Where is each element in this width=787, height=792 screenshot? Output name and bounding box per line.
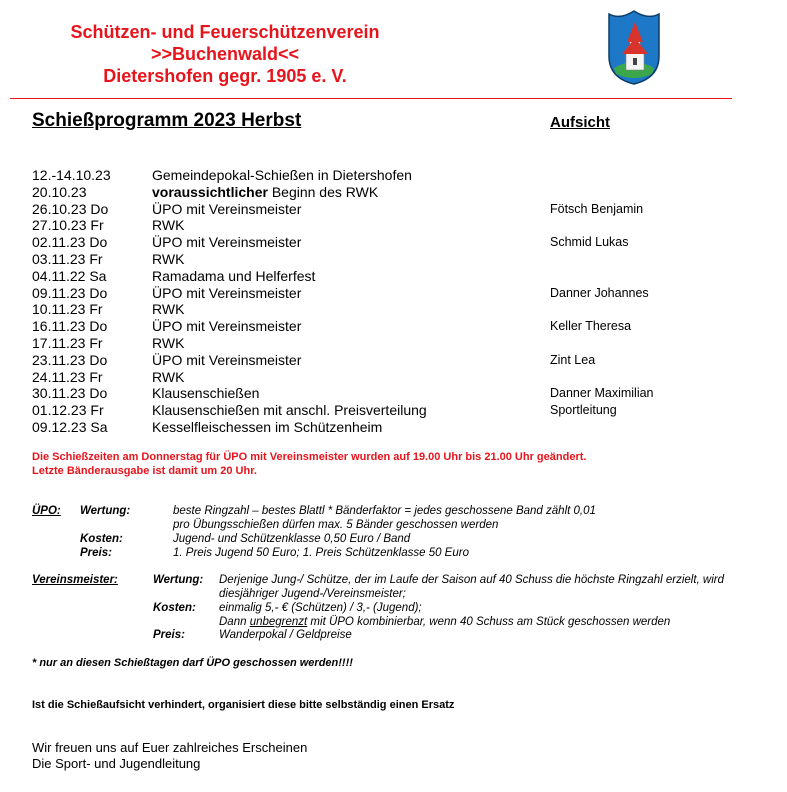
schedule-row — [0, 201, 787, 218]
schedule-row — [0, 385, 787, 402]
schedule-date: 09.11.23 Do — [32, 284, 108, 301]
schedule-date: 04.11.22 Sa — [32, 267, 107, 284]
schedule-date: 30.11.23 Do — [32, 385, 108, 402]
schedule-date: 10.11.23 Fr — [32, 301, 103, 318]
upo-preis: 1. Preis Jugend 50 Euro; 1. Preis Schützenklasse 50 Euro — [173, 547, 469, 559]
vm-preis-label: Preis: — [153, 629, 185, 641]
schedule-event: ÜPO mit Vereinsmeister — [152, 234, 302, 251]
schedule-row — [0, 318, 787, 335]
schedule-row — [0, 335, 787, 352]
schedule-row — [0, 234, 787, 251]
upo-wertung-2: pro Übungsschießen dürfen max. 5 Bänder geschossen werden — [173, 519, 499, 531]
schedule-date: 02.11.23 Do — [32, 234, 108, 251]
vm-wertung-1: Derjenige Jung-/ Schütze, der im Laufe der Saison auf 40 Schuss die höchste Ringzahl erzielt, wird — [219, 574, 724, 586]
schedule-event: ÜPO mit Vereinsmeister — [152, 284, 302, 301]
coat-of-arms-icon — [606, 8, 662, 86]
schedule-row — [0, 184, 787, 201]
schedule-event: Ramadama und Helferfest — [152, 267, 316, 284]
schedule-row — [0, 285, 787, 302]
club-name-line1: Schützen- und Feuerschützenverein — [70, 22, 380, 42]
page-title: Schießprogramm 2023 Herbst — [32, 110, 302, 131]
club-name-line2: >>Buchenwald<< — [150, 44, 300, 64]
schedule-event: Klausenschießen mit anschl. Preisverteilung — [152, 402, 427, 419]
schedule-event: RWK — [152, 217, 185, 234]
schedule-date: 27.10.23 Fr — [32, 217, 104, 234]
upo-kosten: Jugend- und Schützenklasse 0,50 Euro / Band — [173, 533, 411, 545]
schedule-row — [0, 402, 787, 419]
schedule-event — [152, 184, 378, 201]
schedule-row — [0, 251, 787, 268]
vm-wertung-2: diesjähriger Jugend-/Vereinsmeister; — [219, 588, 406, 600]
upo-wertung-label: Wertung: — [80, 505, 131, 517]
upo-preis-label: Preis: — [80, 547, 112, 559]
upo-days-note: * nur an diesen Schießtagen darf ÜPO geschossen werden!!!! — [32, 657, 353, 669]
schedule-supervisor: Danner Johannes — [550, 285, 649, 300]
schedule-supervisor: Sportleitung — [550, 403, 617, 418]
schedule-date: 09.12.23 Sa — [32, 419, 108, 435]
schedule-supervisor: Schmid Lukas — [550, 235, 629, 250]
supervisor-header: Aufsicht — [550, 114, 610, 131]
schedule-event-text: Beginn des RWK — [267, 183, 379, 200]
schedule-date: 24.11.23 Fr — [32, 368, 103, 385]
upo-label: ÜPO: — [32, 505, 61, 517]
schedule-supervisor: Fötsch Benjamin — [550, 201, 644, 216]
schedule-row — [0, 167, 787, 184]
schedule-date: 17.11.23 Fr — [32, 335, 103, 351]
schedule-row — [0, 369, 787, 386]
schedule-event-emphasis: voraussichtlicher — [152, 183, 268, 200]
closing-line: Wir freuen uns auf Euer zahlreiches Erscheinen — [32, 740, 308, 755]
schedule-event: RWK — [152, 368, 185, 385]
schedule-date: 16.11.23 Do — [32, 318, 108, 335]
schedule-event: ÜPO mit Vereinsmeister — [152, 200, 302, 217]
vm-kosten-unbegrenzt: unbegrenzt — [249, 616, 308, 628]
vm-wertung-label: Wertung: — [153, 574, 204, 586]
schedule-date: 01.12.23 Fr — [32, 402, 104, 419]
vm-kosten-label: Kosten: — [153, 602, 196, 614]
schedule-supervisor: Keller Theresa — [550, 319, 632, 334]
schedule-supervisor: Zint Lea — [550, 352, 596, 367]
schedule-date: 03.11.23 Fr — [32, 251, 103, 267]
schedule-row — [0, 419, 787, 436]
schedule-row — [0, 301, 787, 318]
upo-kosten-label: Kosten: — [80, 533, 123, 545]
schedule-event: RWK — [152, 301, 185, 318]
schedule-event: Klausenschießen — [152, 385, 260, 402]
vm-label: Vereinsmeister: — [32, 574, 118, 586]
schedule-supervisor: Danner Maximilian — [550, 386, 654, 401]
schedule-event: Gemeindepokal-Schießen in Dietershofen — [152, 167, 412, 183]
club-name-line3: Dietershofen gegr. 1905 e. V. — [103, 66, 347, 86]
schedule-row — [0, 352, 787, 369]
vm-preis: Wanderpokal / Geldpreise — [219, 629, 352, 641]
vm-kosten-2: Dann unbegrenzt mit ÜPO kombinierbar, wenn 40 Schuss am Stück geschossen werden — [219, 616, 671, 628]
schedule-event: RWK — [152, 251, 185, 267]
schedule-date: 20.10.23 — [32, 183, 87, 200]
schedule-row — [0, 217, 787, 234]
time-change-notice: Die Schießzeiten am Donnerstag für ÜPO mit Vereinsmeister wurden auf 19.00 Uhr bis 21.00 Uhr geändert. — [32, 451, 587, 463]
schedule-event: Kesselfleischessen im Schützenheim — [152, 419, 383, 435]
schedule-event: RWK — [152, 335, 185, 351]
schedule-row — [0, 268, 787, 285]
supervision-note: Ist die Schießaufsicht verhindert, organisiert diese bitte selbständig einen Ersatz — [32, 699, 455, 711]
schedule-event: ÜPO mit Vereinsmeister — [152, 351, 302, 368]
schedule-event: ÜPO mit Vereinsmeister — [152, 318, 302, 335]
schedule-date: 26.10.23 Do — [32, 200, 109, 217]
header-divider — [10, 98, 732, 99]
schedule-date: 12.-14.10.23 — [32, 167, 111, 183]
signature-line: Die Sport- und Jugendleitung — [32, 756, 201, 771]
vm-kosten-1: einmalig 5,- € (Schützen) / 3,- (Jugend); — [219, 602, 422, 614]
upo-wertung-1: beste Ringzahl – bestes Blattl * Bänderfaktor = jedes geschossene Band zählt 0,01 — [173, 505, 596, 517]
schedule-date: 23.11.23 Do — [32, 351, 108, 368]
last-band-notice: Letzte Bänderausgabe ist damit um 20 Uhr. — [32, 465, 257, 477]
